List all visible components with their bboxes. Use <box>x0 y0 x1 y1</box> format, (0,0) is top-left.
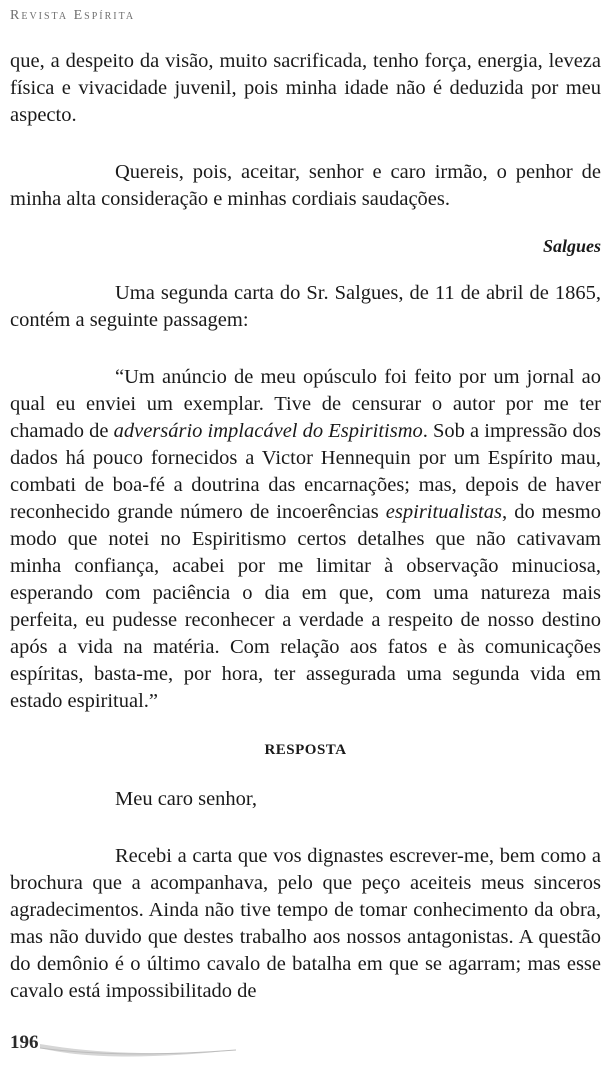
paragraph-reply: Recebi a carta que vos dignastes escrever-me, bem como a brochura que a acompanhava, pelo que peço aceiteis meus sinceros agradecimentos. Ainda não tive tempo de tomar conhecimento da obra, mas não duvido que destes trabalho aos nossos antagonistas. A questão do demônio é o último cavalo de batalha em que se agarram; mas esse cavalo está impossibilitado de <box>10 845 601 1002</box>
quote-text-e: , do mesmo modo que notei no Espiritismo certos detalhes que não cativavam minha confiança, acabei por me limitar à observação minuciosa, esperando com paciência o dia em que, com uma natureza mais perfeita, eu pudesse reconhecer a verdade a respeito de nosso destino após a vida na matéria. Com relação aos fatos e às comunicações espíritas, basta-me, por hora, ter assegurada uma segunda vida em estado espiritual.” <box>10 501 602 712</box>
page-body <box>10 48 601 1005</box>
paragraph-quotation <box>10 364 601 715</box>
paragraph-second-letter: Uma segunda carta do Sr. Salgues, de 11 de abril de 1865, contém a seguinte passagem: <box>10 282 601 331</box>
quote-text-c: . Sob a impressão dos dados há pouco fornecidos a Victor Hennequin por um Espírito mau, combati de boa-fé a doutrina das encarnações; mas, depois de haver reconhecido grande número de incoerências <box>10 420 602 523</box>
spacer <box>10 813 601 843</box>
spacer <box>10 213 601 233</box>
salutation: Meu caro senhor, <box>115 788 258 810</box>
paragraph-closing: Quereis, pois, aceitar, senhor e caro irmão, o penhor de minha alta consideração e minhas cordiais saudações. <box>10 161 601 210</box>
letter-signature: Salgues <box>542 236 601 256</box>
quote-emphasis-espiritualistas: espiritualistas <box>385 501 502 523</box>
spacer <box>10 334 601 364</box>
spacer <box>10 129 601 159</box>
quote-emphasis-adversario: adversário implacável do Espiritismo <box>113 420 423 442</box>
spacer <box>10 260 601 280</box>
section-heading: RESPOSTA <box>264 742 347 758</box>
spacer <box>10 764 601 786</box>
page-number: 196 <box>10 1032 39 1053</box>
spacer <box>10 715 601 737</box>
paragraph-continuation: que, a despeito da visão, muito sacrificada, tenho força, energia, leveza física e vivacidade juvenil, pois minha idade não é deduzida por meu aspecto. <box>10 50 601 126</box>
quote-text-a: “Um anúncio de meu opúsculo foi feito por um jornal ao qual eu enviei um exemplar. Tive de censurar o autor por me ter chamado de <box>10 366 601 442</box>
running-header: Revista Espírita <box>10 8 136 23</box>
